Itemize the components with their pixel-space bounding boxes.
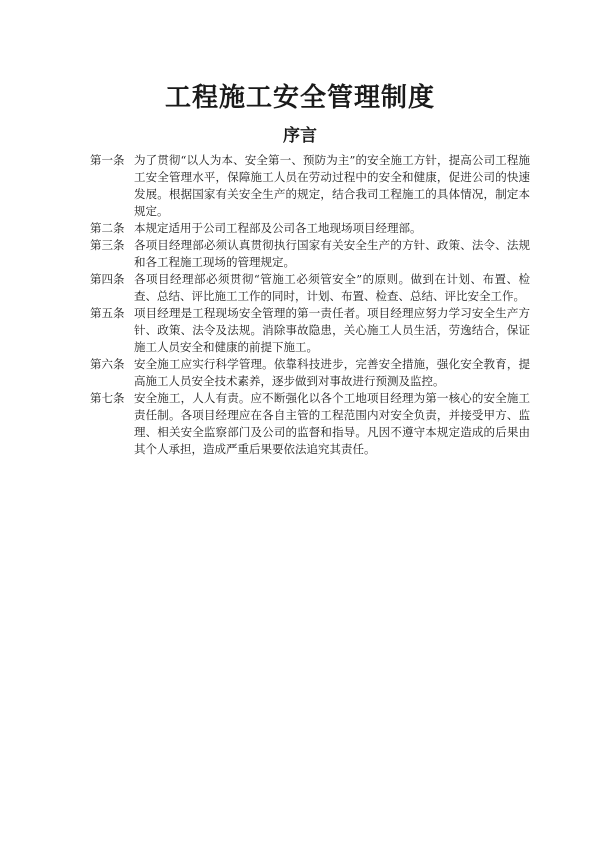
- article-7: [90, 390, 530, 458]
- article-2: [90, 220, 530, 237]
- article-text: 本规定适用于公司工程部及公司各工地现场项目经理部。: [134, 221, 422, 235]
- article-label: 第二条: [90, 221, 125, 235]
- article-5: [90, 305, 530, 356]
- article-label: 第五条: [90, 306, 125, 320]
- article-text: 为了贯彻“以人为本、安全第一、预防为主”的安全施工方针，提高公司工程施工安全管理水平，保障施工人员在劳动过程中的安全和健康，促进公司的快速发展。根据国家有关安全生产的规定，结合我司工程施工的具体情况，制定本规定。: [134, 153, 530, 218]
- article-list: [90, 152, 530, 458]
- article-4: [90, 271, 530, 305]
- section-heading-preface: 序言: [283, 126, 317, 146]
- article-text: 各项目经理部必须认真贯彻执行国家有关安全生产的方针、政策、法令、法规和各工程施工现场的管理规定。: [134, 238, 530, 269]
- article-3: [90, 237, 530, 271]
- article-text: 项目经理是工程现场安全管理的第一责任者。项目经理应努力学习安全生产方针、政策、法令及法规。消除事故隐患，关心施工人员生活，劳逸结合，保证施工人员安全和健康的前提下施工。: [134, 306, 530, 354]
- article-label: 第四条: [90, 272, 125, 286]
- article-label: 第一条: [90, 153, 125, 167]
- article-text: 各项目经理部必须贯彻“管施工必须管安全”的原则。做到在计划、布置、检查、总结、评比施工工作的同时，计划、布置、检查、总结、评比安全工作。: [134, 272, 530, 303]
- article-label: 第七条: [90, 391, 125, 405]
- article-1: [90, 152, 530, 220]
- page-title: 工程施工安全管理制度: [164, 83, 435, 113]
- article-text: 安全施工应实行科学管理。依靠科技进步，完善安全措施，强化安全教育，提高施工人员安全技术素养，逐步做到对事故进行预测及监控。: [134, 357, 530, 388]
- article-text: 安全施工，人人有责。应不断强化以各个工地项目经理为第一核心的安全施工责任制。各项目经理应在各自主管的工程范围内对安全负责，并接受甲方、监理、相关安全监察部门及公司的监督和指导。凡因不遵守本规定造成的后果由其个人承担，造成严重后果要依法追究其责任。: [134, 391, 530, 456]
- article-label: 第三条: [90, 238, 125, 252]
- article-label: 第六条: [90, 357, 125, 371]
- article-6: [90, 356, 530, 390]
